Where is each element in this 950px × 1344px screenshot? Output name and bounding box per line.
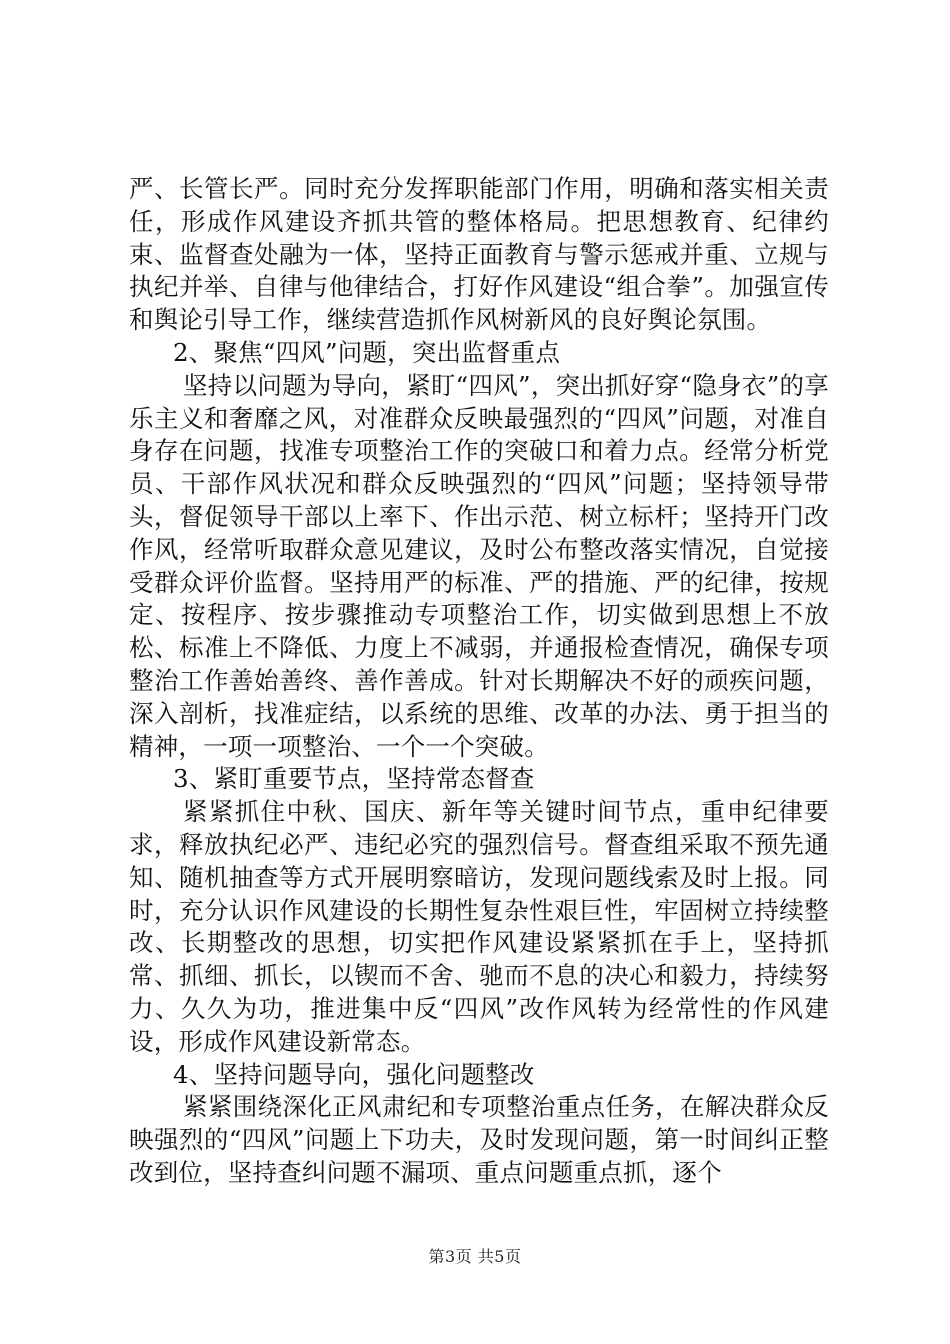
paragraph-section-4: 紧紧围绕深化正风肃纪和专项整治重点任务，在解决群众反映强烈的“四风”问题上下功夫，及时发现问题，第一时间纠正整改到位，坚持查纠问题不漏项、重点问题重点抓，逐个	[129, 1092, 829, 1187]
section-heading-3: 3、紧盯重要节点，坚持常态督查	[173, 764, 535, 794]
paragraph-section-3: 紧紧抓住中秋、国庆、新年等关键时间节点，重申纪律要求，释放执纪必严、违纪必究的强烈信号。督查组采取不预先通知、随机抽查等方式开展明察暗访，发现问题线索及时上报。同时，充分认识作风建设的长期性复杂性艰巨性，牢固树立持续整改、长期整改的思想，切实把作风建设紧紧抓在手上，坚持抓常、抓细、抓长，以锲而不舍、驰而不息的决心和毅力，持续努力、久久为功，推进集中反“四风”改作风转为经常性的作风建设，形成作风建设新常态。	[129, 797, 829, 1056]
page-number-footer: 第3页 共5页	[428, 1247, 522, 1266]
paragraph-continuation: 严、长管长严。同时充分发挥职能部门作用，明确和落实相关责任，形成作风建设齐抓共管的整体格局。把思想教育、纪律约束、监督查处融为一体，坚持正面教育与警示惩戒并重、立规与执纪并举、自律与他律结合，打好作风建设“组合拳”。加强宣传和舆论引导工作，继续营造抓作风树新风的良好舆论氛围。	[129, 174, 829, 335]
paragraph-section-2: 坚持以问题为导向，紧盯“四风”，突出抓好穿“隐身衣”的享乐主义和奢靡之风，对准群众反映最强烈的“四风”问题，对准自身存在问题，找准专项整治工作的突破口和着力点。经常分析党员、干部作风状况和群众反映强烈的“四风”问题；坚持领导带头，督促领导干部以上率下、作出示范、树立标杆；坚持开门改作风，经常听取群众意见建议，及时公布整改落实情况，自觉接受群众评价监督。坚持用严的标准、严的措施、严的纪律，按规定、按程序、按步骤推动专项整治工作，切实做到思想上不放松、标准上不降低、力度上不减弱，并通报检查情况，确保专项整治工作善始善终、善作善成。针对长期解决不好的顽疾问题，深入剖析，找准症结，以系统的思维、改革的办法、勇于担当的精神，一项一项整治、一个一个突破。	[129, 370, 829, 761]
section-heading-2: 2、聚焦“四风”问题，突出监督重点	[173, 337, 561, 367]
document-body	[129, 173, 829, 1190]
section-heading-4: 4、坚持问题导向，强化问题整改	[173, 1059, 535, 1089]
